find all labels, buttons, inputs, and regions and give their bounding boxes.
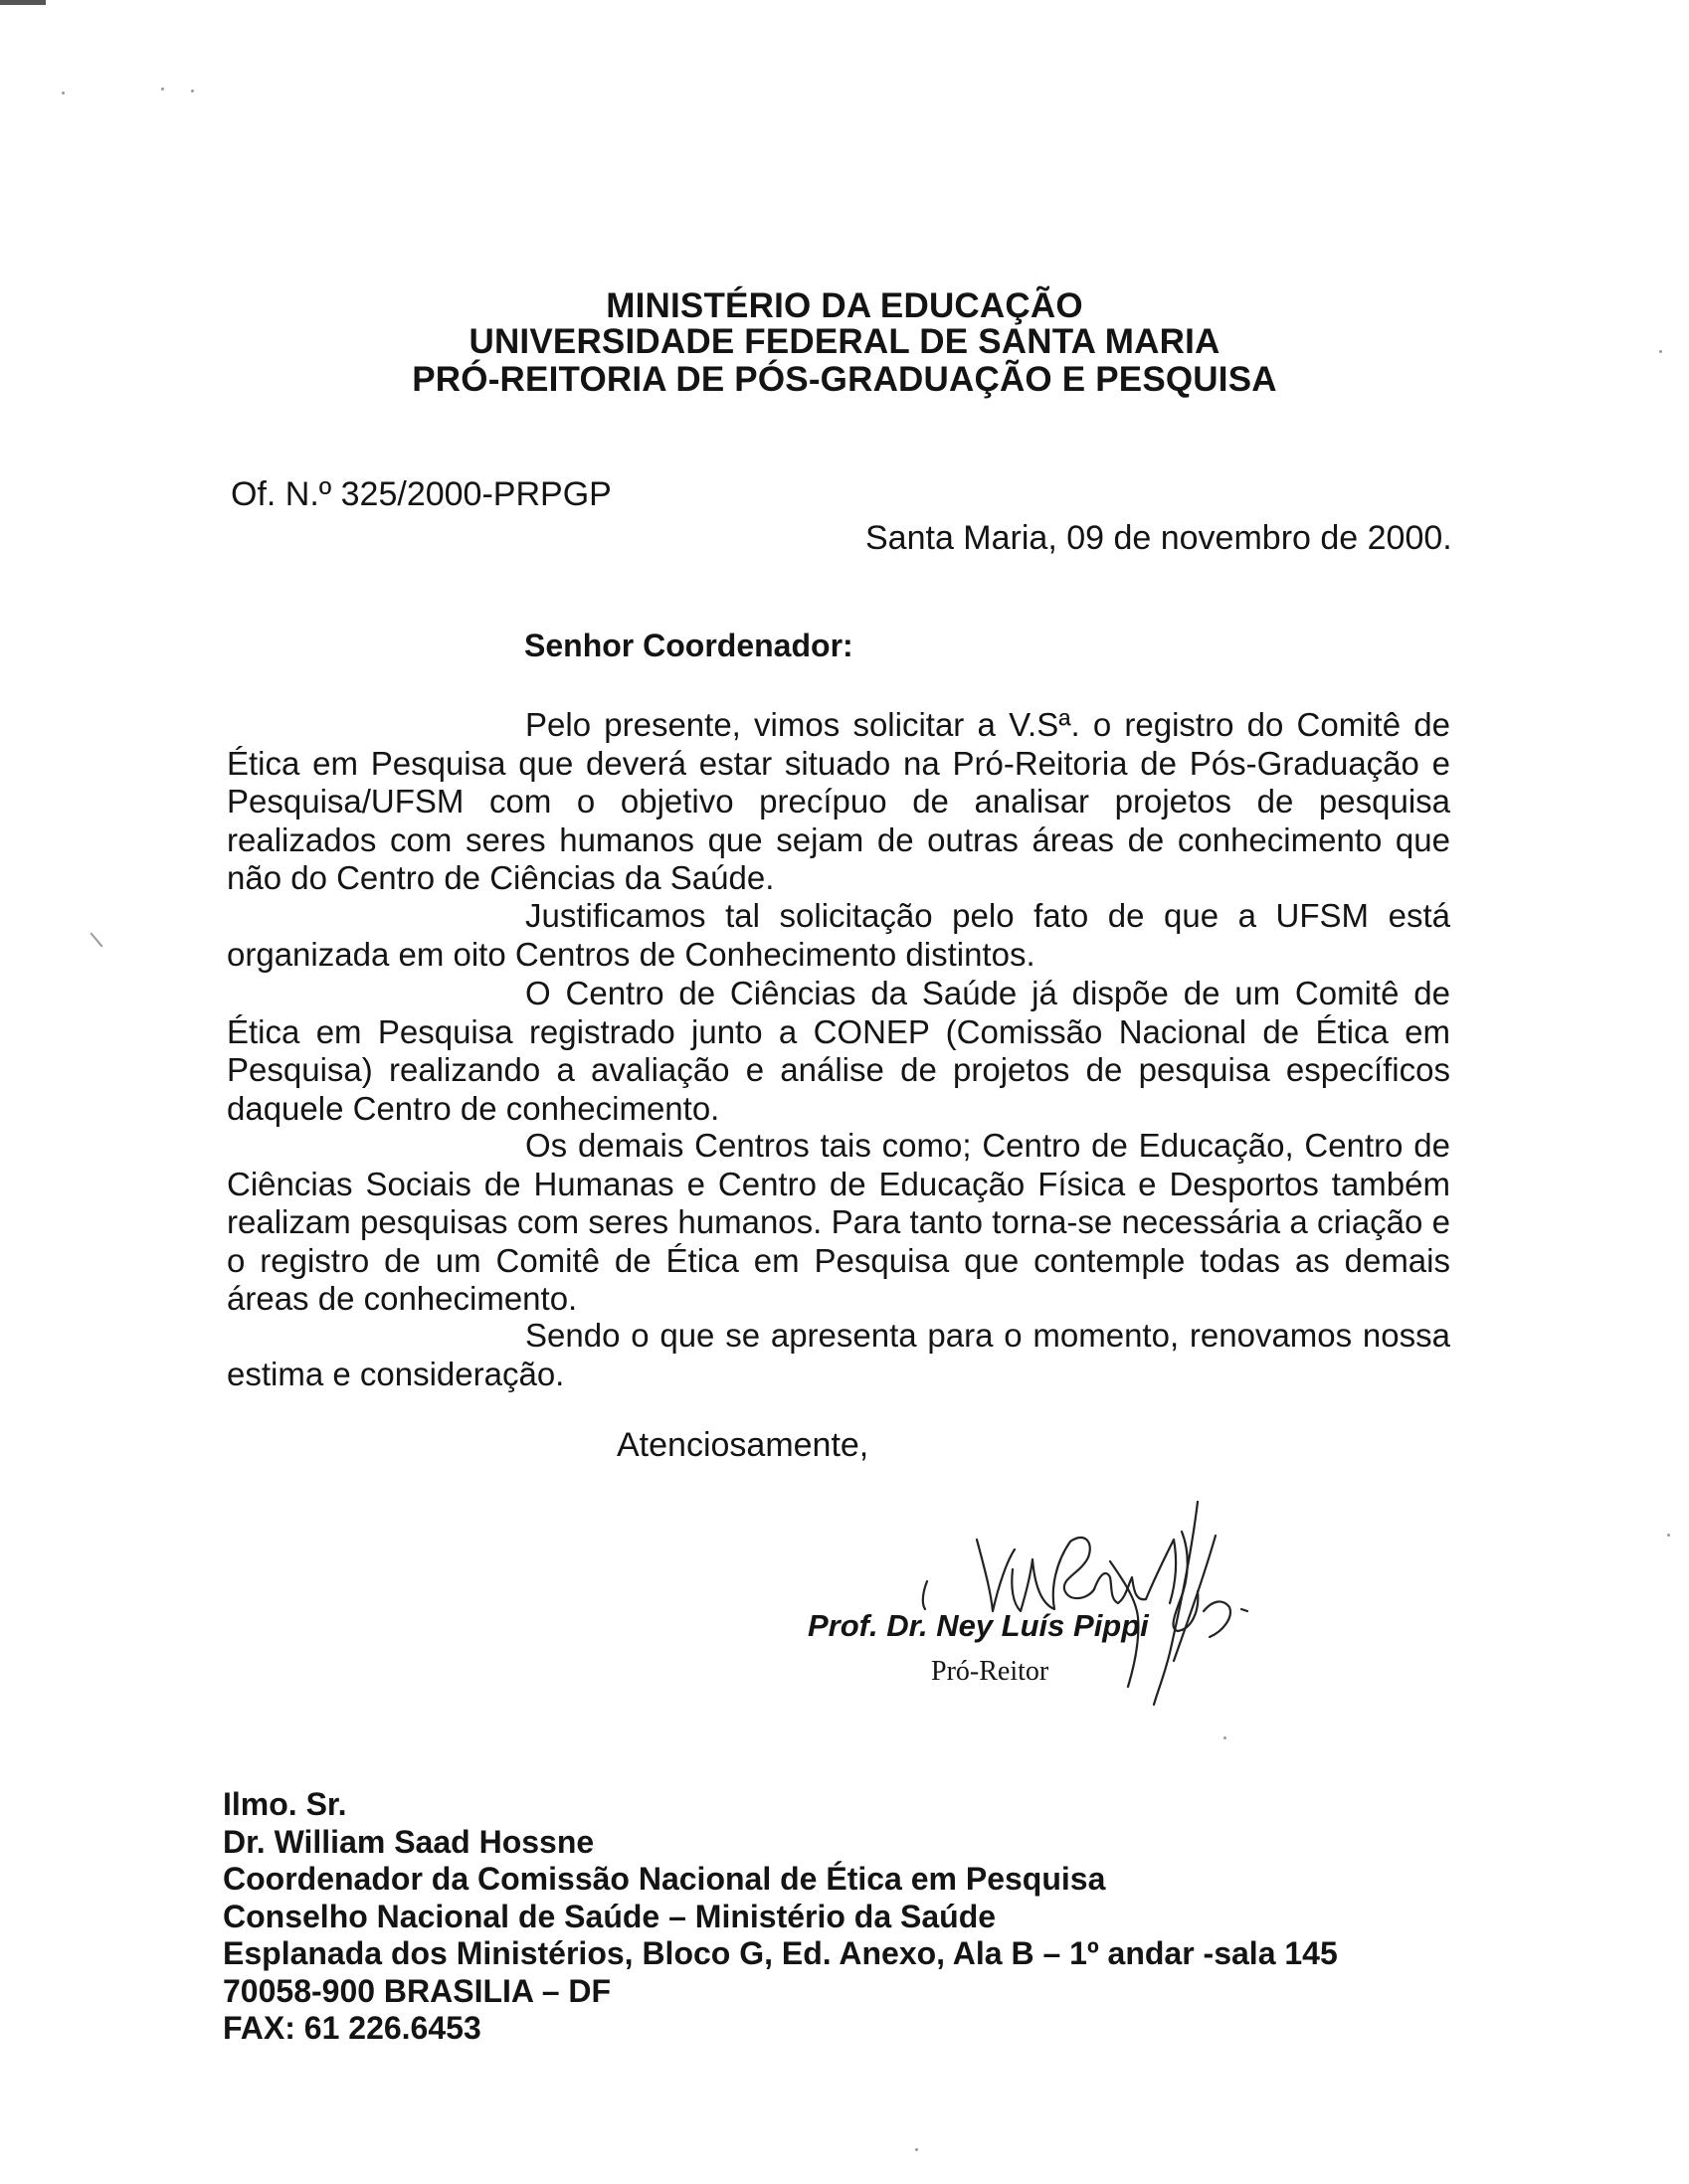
date-line: Santa Maria, 09 de novembro de 2000. (865, 519, 1452, 557)
closing: Atenciosamente, (617, 1426, 869, 1464)
body-paragraph: O Centro de Ciências da Saúde já dispõe de um Comitê de Ética em Pesquisa registrado junto a CONEP (Comissão Nacional de Ética em Pesquisa) realizando a avaliação e análise de projetos de pesquisa específicos daquele Centro de conhecimento. (227, 975, 1450, 1127)
body-paragraph: Os demais Centros tais como; Centro de Educação, Centro de Ciências Sociais de Humanas e Centro de Educação Física e Desportos também realizam pesquisas com seres humanos. Para tanto torna-se necessária a criação e o registro de um Comitê de Ética em Pesquisa que contemple todas as demais áreas de conhecimento. (227, 1127, 1450, 1317)
header-ministry: MINISTÉRIO DA EDUCAÇÃO (606, 286, 1083, 325)
recipient-address (223, 1786, 1338, 2048)
office-reference: Of. N.º 325/2000-PRPGP (231, 475, 612, 513)
recipient-city: 70058-900 BRASILIA – DF (223, 1972, 612, 2009)
scan-speck (161, 88, 164, 91)
header-pro-rectory: PRÓ-REITORIA DE PÓS-GRADUAÇÃO E PESQUISA (412, 360, 1277, 399)
recipient-name: Dr. William Saad Hossne (223, 1823, 595, 1860)
body-paragraph: Justificamos tal solicitação pelo fato de que a UFSM está organizada em oito Centros de Conhecimento distintos. (227, 897, 1450, 973)
scan-speck (90, 932, 102, 947)
signatory-title: Pró-Reitor (931, 1656, 1049, 1687)
body-paragraph: Pelo presente, vimos solicitar a V.Sª. o registro do Comitê de Ética em Pesquisa que deverá estar situado na Pró-Reitoria de Pós-Graduação e Pesquisa/UFSM com o objetivo precípuo de analisar projetos de pesquisa realizados com seres humanos que sejam de outras áreas de conhecimento que não do Centro de Ciências da Saúde. (227, 706, 1450, 896)
scan-speck (1223, 1736, 1226, 1739)
recipient-position: Coordenador da Comissão Nacional de Ética em Pesquisa (223, 1861, 1106, 1897)
scan-speck (191, 90, 194, 92)
recipient-fax: FAX: 61 226.6453 (223, 2010, 481, 2046)
salutation: Senhor Coordenador: (524, 628, 853, 663)
scan-speck (915, 2148, 918, 2151)
signatory-name: Prof. Dr. Ney Luís Pippi (808, 1608, 1149, 1643)
body-paragraph: Sendo o que se apresenta para o momento, renovamos nossa estima e consideração. (227, 1317, 1450, 1392)
recipient-honorific: Ilmo. Sr. (223, 1786, 347, 1822)
scan-speck (1667, 1534, 1670, 1537)
scan-speck (0, 0, 46, 5)
header-university: UNIVERSIDADE FEDERAL DE SANTA MARIA (469, 322, 1220, 361)
recipient-organization: Conselho Nacional de Saúde – Ministério da Saúde (223, 1898, 997, 1934)
scan-speck (62, 91, 65, 94)
recipient-street: Esplanada dos Ministérios, Bloco G, Ed. Anexo, Ala B – 1º andar -sala 145 (223, 1935, 1338, 1971)
